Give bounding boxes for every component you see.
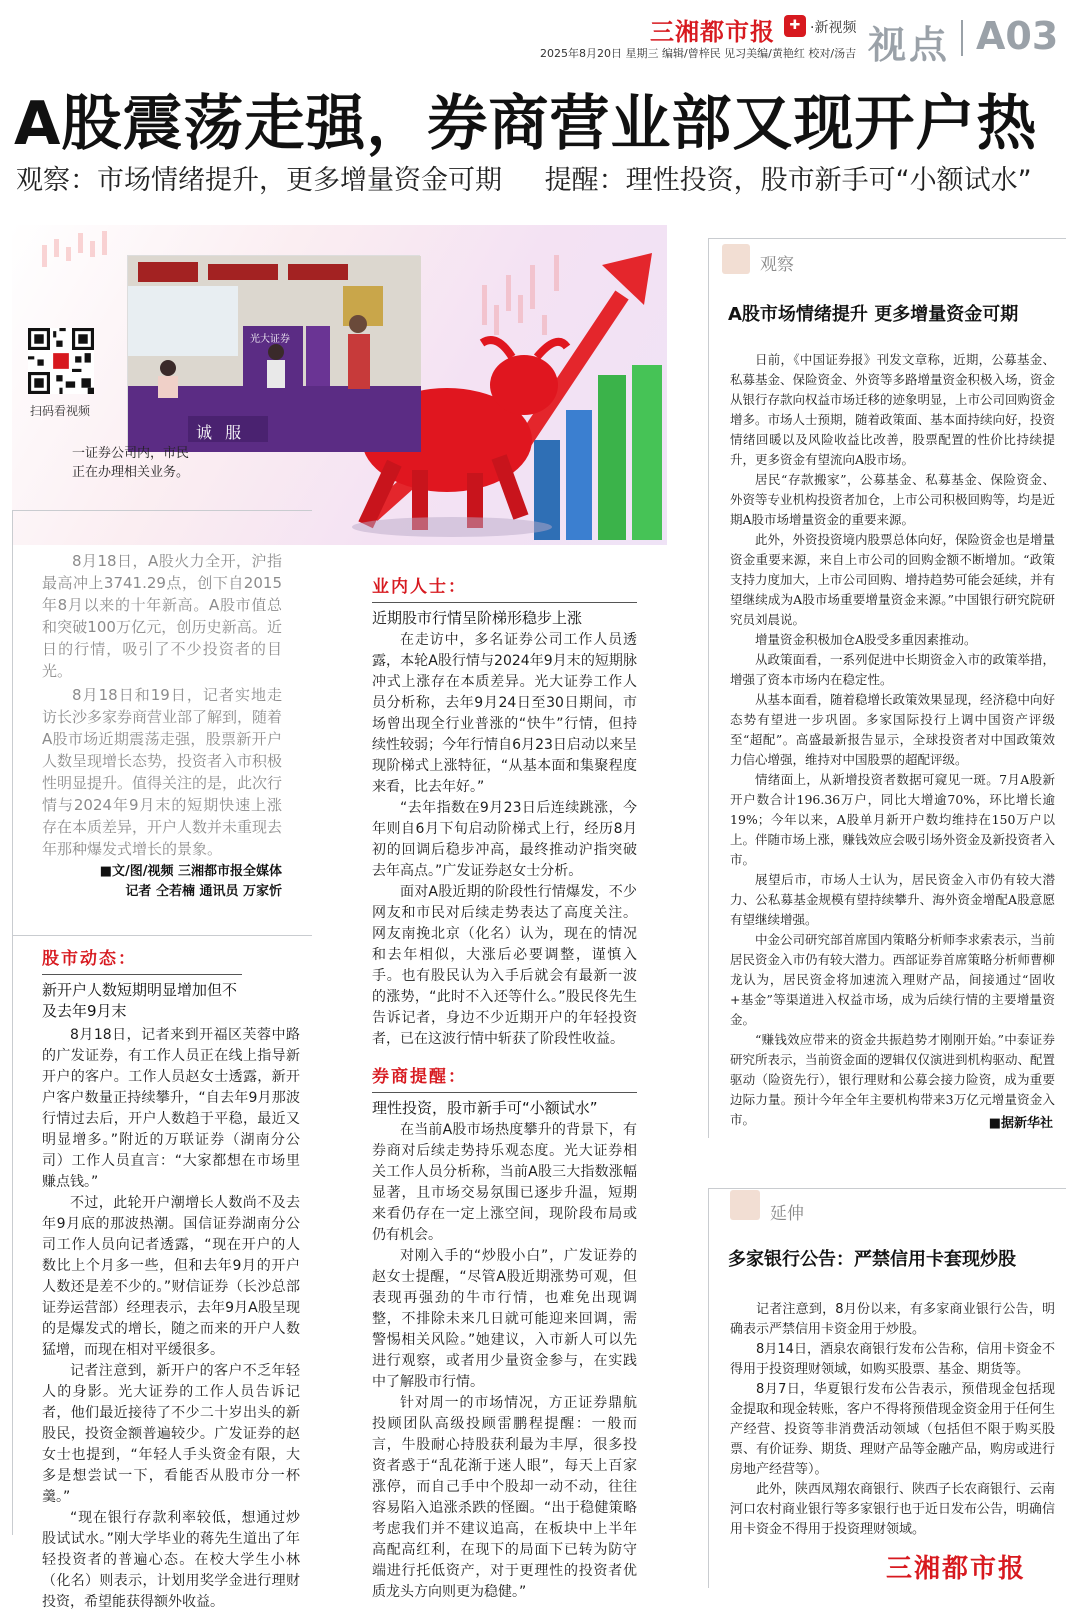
extension-label: 延伸 — [770, 1204, 804, 1224]
kicker-title: 新开户人数短期明显增加但不及去年9月末 — [42, 974, 242, 1022]
kicker-title: 理性投资，股市新手可“小额试水” — [372, 1092, 637, 1119]
subheadline — [16, 158, 1066, 197]
section-divider — [961, 20, 963, 56]
kicker-insider: 业内人士： — [372, 577, 467, 597]
lead-paragraph: 8月18日，A股火力全开，沪指最高冲上3741.29点，创下自2015年8月以来的十年新高。A股市值总和突破100万亿元，创历史新高。近日的行情，吸引了不少投资者的目光。 — [42, 552, 282, 680]
office-scene — [128, 256, 421, 452]
broker-reminder-body — [372, 1120, 637, 1603]
chart-bar-green — [632, 365, 662, 540]
body-paragraph: 记者注意到，新开户的客户不乏年轻人的身影。光大证券的工作人员告诉记者，他们最近接待了不少二十岁出头的新股民，投资金额普遍较少。广发证券的赵女士也提到，“年轻人手头资金有限，大多是想尝试一下，看能否从股市分一杯羹。” — [42, 1363, 300, 1505]
body-paragraph: 此外，陕西凤翔农商银行、陕西子长农商银行、云南河口农村商业银行等多家银行也于近日发布公告，明确信用卡资金不得用于投资理财领域。 — [730, 1482, 1056, 1537]
section-name: 视点 — [868, 23, 951, 67]
source-byline: ■据新华社 — [988, 1116, 1053, 1131]
photo-securities-office — [127, 255, 420, 451]
body-paragraph: 日前，《中国证券报》刊发文章称，近期，公募基金、私募基金、保险资金、外资等多路增量资金积极入场，资金从银行存款向权益市场迁移的迹象明显，上市公司回购资金增多。市场人士预期，随着政策面、基本面持续向好，投资情绪回暖以及风险收益比改善，股票配置的性价比持续提升，更多资金有望流向A股市场。 — [730, 352, 1056, 467]
chart-bar-green — [598, 375, 626, 540]
body-paragraph: 对刚入手的“炒股小白”，广发证券的赵女士提醒，“尽管A股近期涨势可观，但表现再强劲的牛市行情，也难免出现调整，不排除未来几日就可能迎来回调，需警惕相关风险。”她建议，入市新人可以先进行观察，或者用少量资金参与，在实践中了解股市行情。 — [372, 1248, 637, 1390]
body-paragraph: “去年指数在9月23日后连续跳涨，今年则自6月下旬启动阶梯式上行，经历8月初的回调后稳步冲高，最终推动沪指突破去年高点。”广发证券赵女士分析。 — [372, 800, 637, 879]
body-paragraph: “赚钱效应带来的资金共振趋势才刚刚开始。”中泰证券研究所表示，当前资金面的逻辑仅仅演进到机构驱动、配置驱动（险资先行），银行理财和公募会接力险资，成为重要边际力量。预计今年全年主要机构带来3万亿元增量资金入市。 — [730, 1032, 1056, 1127]
page-headline: A股震荡走强，券商营业部又现开户热 — [14, 89, 1038, 159]
photo-sign-securities: 光大证券 — [250, 334, 290, 345]
brand-logo: 三湘都市报 — [650, 18, 775, 46]
brand-sub: ·新视频 — [810, 20, 857, 36]
page-number: A03 — [976, 14, 1059, 58]
body-paragraph: 在走访中，多名证券公司工作人员透露，本轮A股行情与2024年9月末的短期脉冲式上涨存在本质差异。光大证券工作人员分析称，去年9月24日至30日期间，市场曾出现全行业普涨的“快牛”行情，但持续性较弱；今年行情自6月23日启动以来呈现阶梯式上涨特征，“从基本面和集聚程度来看，比去年好。” — [372, 632, 637, 795]
extension-mark — [730, 1190, 760, 1220]
video-badge-icon: ✚ — [784, 15, 806, 37]
broker-reminder-header — [372, 1062, 637, 1119]
extension-title: 多家银行公告：严禁信用卡套现炒股 — [728, 1249, 1016, 1270]
footer-logo: 三湘都市报 — [886, 1554, 1027, 1584]
body-paragraph: 8月18日，记者来到开福区芙蓉中路的广发证券，有工作人员正在线上指导新开户的客户。工作人员赵女士透露，新开户客户数量正持续攀升，“自去年9月那波行情过去后，开户人数趋于平稳，最近又明显增多。”附近的万联证券（湖南分公司）工作人员直言：“大家都想在市场里赚点钱。” — [42, 1027, 300, 1190]
kicker-title: 近期股市行情呈阶梯形稳步上涨 — [372, 602, 637, 629]
photo-caption: 一证券公司内，市民正在办理相关业务。 — [72, 446, 190, 480]
lead-article — [42, 550, 282, 902]
qr-code-icon[interactable] — [28, 328, 94, 394]
body-paragraph: 从基本面看，随着稳增长政策效果显现，经济稳中向好态势有望进一步巩固。多家国际投行上调中国资产评级至“超配”。高盛最新报告显示，全球投资者对中国政策效力信心增强，维持对中国股票的超配评级。 — [730, 692, 1056, 767]
subhead-reminder: 提醒：理性投资，股市新手可“小额试水” — [544, 165, 1032, 196]
observation-body — [730, 350, 1055, 1130]
kicker-broker-reminder: 券商提醒： — [372, 1067, 467, 1087]
body-paragraph: 8月14日，酒泉农商银行发布公告称，信用卡资金不得用于投资理财领域，如购买股票、基金、期货等。 — [730, 1342, 1055, 1377]
subhead-observation: 观察：市场情绪提升，更多增量资金可期 — [16, 165, 502, 196]
body-paragraph: 记者注意到，8月份以来，有多家商业银行公告，明确表示严禁信用卡资金用于炒股。 — [730, 1302, 1055, 1337]
body-paragraph: 中金公司研究部首席国内策略分析师李求索表示，当前居民资金入市仍有较大潜力。西部证券首席策略分析师曹柳龙认为，居民资金将加速流入理财产品，间接通过“固收+基金”等渠道进入权益市场，成为后续行情的主要增量资金。 — [730, 932, 1056, 1027]
body-paragraph: 展望后市，市场人士认为，居民资金入市仍有较大潜力、公私募基金规模有望持续攀升、海外资金增配A股意愿有望继续增强。 — [730, 872, 1055, 927]
body-paragraph: 居民“存款搬家”，公募基金、私募基金、保险资金、外资等专业机构投资者加仓，上市公司积极回购等，均是近期A股市场增量资金的重要来源。 — [730, 472, 1056, 527]
arrow-head — [602, 253, 652, 305]
body-paragraph: 在当前A股市场热度攀升的背景下，有券商对后续走势持乐观态度。光大证券相关工作人员分析称，当前A股三大指数涨幅显著，且市场交易氛围已逐步升温，短期来看仍存在一定上涨空间，现阶段布局或仍有机会。 — [372, 1122, 637, 1243]
photo-sign-service: 诚 服 — [196, 423, 246, 442]
observation-title: A股市场情绪提升 更多增量资金可期 — [728, 304, 1019, 325]
hero-graphic — [12, 225, 667, 545]
body-paragraph: 增量资金积极加仓A股受多重因素推动。 — [755, 632, 977, 647]
market-dynamics-header — [42, 944, 300, 1022]
body-paragraph: 情绪面上，从新增投资者数据可窥见一斑。7月A股新开户数合计196.36万户，同比大增逾70%，环比增长逾19%；今年以来，A股单月新开户数均维持在150万户以上。伴随市场上涨，赚钱效应会吸引场外资金及新投资者入市。 — [730, 772, 1056, 867]
extension-body — [730, 1300, 1055, 1540]
masthead — [0, 0, 1080, 70]
market-dynamics-body — [42, 1025, 300, 1613]
body-paragraph: 不过，此轮开户潮增长人数尚不及去年9月底的那波热潮。国信证券湖南分公司工作人员向记者透露，“现在开户的人数比上个月多一些，但和去年9月的开户人数还是差不少的。”财信证券（长沙总部证券运营部）经理表示，去年9月A股呈现的是爆发式的增长，随之而来的开户人数猛增，而现在相对平缓很多。 — [42, 1195, 300, 1358]
kicker-market-dynamics: 股市动态： — [42, 949, 137, 969]
lead-paragraph: 8月18日和19日，记者实地走访长沙多家券商营业部了解到，随着A股市场近期震荡走强，股票新开户人数呈现增长态势，投资者入市积极性明显提升。值得关注的是，此次行情与2024年9月末的短期快速上涨存在本质差异，开户人数并未重现去年那种爆发式增长的景象。 — [42, 686, 283, 858]
observation-label: 观察 — [760, 255, 794, 275]
qr-caption: 扫码看视频 — [30, 404, 91, 418]
chart-bar-blue — [566, 410, 592, 540]
body-paragraph: 针对周一的市场情况，方正证券鼎航投顾团队高级投顾雷鹏程提醒：一般而言，牛股耐心持股获利最为丰厚，很多投资者惑于“乱花渐于迷人眼”，每天上百家涨停，而自己手中个股却一动不动，往往容易陷入追涨杀跌的怪圈。“出于稳健策略考虑我们并不建议追高，在板块中上半年高配高红利，在现下的局面下已转为防守端进行托低资产，对于更理性的投资者优质龙头方向则更为稳健。” — [372, 1395, 637, 1600]
byline: ■文/图/视频 三湘都市报全媒体 — [99, 864, 282, 879]
observation-mark — [722, 244, 750, 274]
byline-reporters: 记者 仝若楠 通讯员 万家忻 — [125, 884, 282, 899]
body-paragraph: 8月7日，华夏银行发布公告表示，预借现金包括现金提取和现金转账，客户不得将预借现金资金用于任何生产经营、投资等非消费活动领域（包括但不限于购买股票、有价证券、期货、理财产品等金融产品，购房或进行房地产经营等）。 — [730, 1382, 1056, 1477]
body-paragraph: “现在银行存款利率较低，想通过炒股试试水。”刚大学毕业的蒋先生道出了年轻投资者的普遍心态。在校大学生小林（化名）则表示，计划用奖学金进行理财投资，希望能获得额外收益。 — [42, 1510, 300, 1610]
issue-line: 2025年8月20日 星期三 编辑/曾梓民 见习美编/黄艳红 校对/汤吉 — [540, 47, 857, 60]
body-paragraph: 从政策面看，一系列促进中长期资金入市的政策举措，增强了资本市场内在稳定性。 — [730, 652, 1056, 687]
body-paragraph: 此外，外资投资境内股票总体向好，保险资金也是增量资金重要来源，来自上市公司的回购金额不断增加。“政策支持力度加大，上市公司回购、增持趋势可能会延续，并有望继续成为A股市场重要增量资金来源。”中国银行研究院研究员刘晨说。 — [730, 532, 1056, 627]
insider-header — [372, 572, 637, 629]
insider-body — [372, 630, 637, 1050]
body-paragraph: 面对A股近期的阶段性行情爆发，不少网友和市民对后续走势表达了高度关注。网友南挽北京（化名）认为，现在的情况和去年相似，大涨后必要调整，谨慎入手。也有股民认为入手后就会有最新一波的涨势，“此时不入还等什么。”股民佟先生告诉记者，身边不少近期开户的年轻投资者，已在这波行情中斩获了阶段性收益。 — [372, 884, 637, 1047]
